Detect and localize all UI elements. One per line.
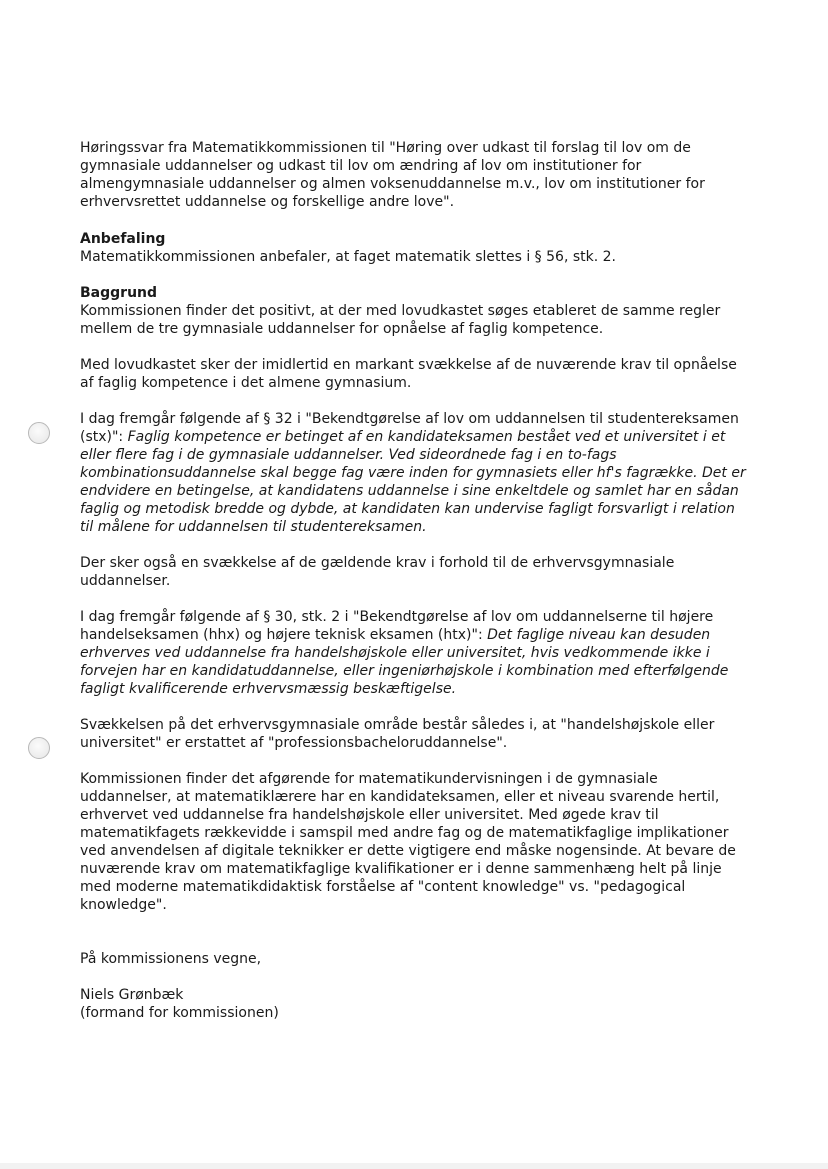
background-section [80,284,748,338]
weakening-paragraph: Med lovudkastet sker der imidlertid en markant svækkelse af de nuværende krav til opnåelse af faglig kompetence i det almene gymnasium. [80,357,737,391]
signature-greeting: På kommissionens vegne, [80,951,262,967]
punch-hole-icon [28,737,50,759]
page-bottom-edge [0,1163,828,1169]
punch-hole-icon [28,422,50,444]
background-text: Kommissionen finder det positivt, at der med lovudkastet søges etableret de samme regler mellem de tre gymnasiale uddannelser for opnåelse af faglig kompetence. [80,303,721,337]
signature-block [80,950,748,1022]
stx-paragraph [80,410,748,536]
recommendation-section [80,230,748,266]
stx-quote: Faglig kompetence er betinget af en kandidateksamen bestået ved et universitet i et eller flere fag i de gymnasiale uddannelser. Ved sideordnede fag i en to-fags kombinationsuddannelse skal begge fag være inden for gymnasiets eller hf's fagrække. Det er endvidere en betingelse, at kandidatens uddannelse i sine enkeltdele og samlet har en sådan faglig og metodisk bredde og dybde, at kandidaten kan undervise fagligt forsvarligt i relation til målene for uddannelsen til studentereksamen. [80,429,746,535]
letter-body [80,139,748,1022]
background-heading: Baggrund [80,285,158,301]
conclusion-paragraph: Kommissionen finder det afgørende for matematikundervisningen i de gymnasiale uddannelser, at matematiklærere har en kandidateksamen, eller et niveau svarende hertil, erhvervet ved uddannelse fra handelshøjskole eller universitet. Med øgede krav til matematikfagets rækkevidde i samspil med andre fag og de matematikfaglige implikationer ved anvendelsen af digitale teknikker er dette vigtigere end måske nogensinde. At bevare de nuværende krav om matematikfaglige kvalifikationer er i denne sammenhæng helt på linje med moderne matematikdidaktisk forståelse af "content knowledge" vs. "pedagogical knowledge". [80,771,736,913]
intro-paragraph: Høringssvar fra Matematikkommissionen til "Høring over udkast til forslag til lov om de gymnasiale uddannelser og udkast til lov om ændring af lov om institutioner for almengymnasiale uddannelser og almen voksenuddannelse m.v., lov om institutioner for erhvervsrettet uddannelse og forskellige andre love". [80,140,705,210]
signature-role: (formand for kommissionen) [80,1005,279,1021]
recommendation-heading: Anbefaling [80,231,166,247]
vocational-paragraph: Der sker også en svækkelse af de gældende krav i forhold til de erhvervsgymnasiale uddannelser. [80,555,675,589]
stx-lead: I dag fremgår følgende af § 32 i "Bekendtgørelse af lov om uddannelsen til studentereksamen (stx)": [80,411,739,445]
hhx-paragraph [80,608,748,698]
recommendation-text: Matematikkommissionen anbefaler, at faget matematik slettes i § 56, stk. 2. [80,249,616,265]
signature-name: Niels Grønbæk [80,987,184,1003]
hhx-quote: Det faglige niveau kan desuden erhverves ved uddannelse fra handelshøjskole eller universitet, hvis vedkommende ikke i forvejen har en kandidatuddannelse, eller ingeniørhøjskole i kombination med efterfølgende fagligt kvalificerende erhvervsmæssig beskæftigelse. [80,627,729,697]
hhx-lead: I dag fremgår følgende af § 30, stk. 2 i "Bekendtgørelse af lov om uddannelserne til højere handelseksamen (hhx) og højere teknisk eksamen (htx)": [80,609,714,643]
replacement-paragraph: Svækkelsen på det erhvervsgymnasiale område består således i, at "handelshøjskole eller universitet" er erstattet af "professionsbacheloruddannelse". [80,717,715,751]
